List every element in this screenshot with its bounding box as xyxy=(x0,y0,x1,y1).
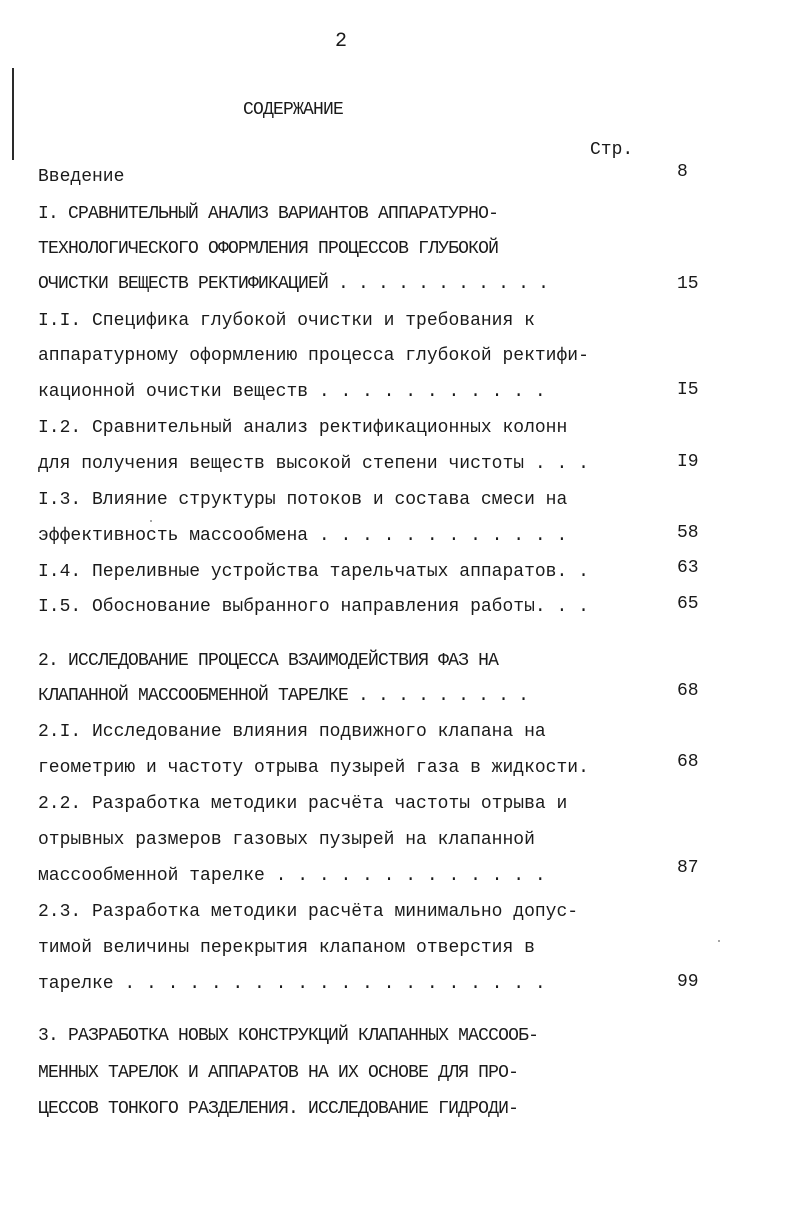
toc-entry-2-2-line-1: 2.2. Разработка методики расчёта частоты отрыва и xyxy=(38,794,568,814)
toc-entry-1-3-line-1: I.3. Влияние структуры потоков и состава смеси на xyxy=(38,490,568,510)
toc-section-1-line-3: ОЧИСТКИ ВЕЩЕСТВ РЕКТИФИКАЦИЕЙ . . . . . . . . . . . xyxy=(38,274,549,294)
toc-section-3-line-2: МЕННЫХ ТАРЕЛОК И АППАРАТОВ НА ИХ ОСНОВЕ ДЛЯ ПРО- xyxy=(38,1063,519,1083)
toc-entry-2-1-line-1: 2.I. Исследование влияния подвижного клапана на xyxy=(38,722,546,742)
toc-entry-2-3-line-1: 2.3. Разработка методики расчёта минимально допус- xyxy=(38,902,579,922)
toc-section-2-line-2: КЛАПАННОЙ МАССООБМЕННОЙ ТАРЕЛКЕ . . . . . . . . . xyxy=(38,686,529,706)
toc-entry-2-2-line-2: отрывных размеров газовых пузырей на клапанной xyxy=(38,830,535,850)
toc-entry-1-2-line-1: I.2. Сравнительный анализ ректификационных колонн xyxy=(38,418,568,438)
toc-heading: СОДЕРЖАНИЕ xyxy=(243,100,344,120)
margin-rule xyxy=(12,68,14,160)
toc-entry-2-3-line-2: тимой величины перекрытия клапаном отверстия в xyxy=(38,938,535,958)
toc-page-2-3: 99 xyxy=(677,972,699,992)
toc-page-2-2: 87 xyxy=(677,858,699,878)
toc-page-section-1: 15 xyxy=(677,274,699,294)
toc-page-1-4: 63 xyxy=(677,558,699,578)
toc-page-2-1: 68 xyxy=(677,752,699,772)
toc-entry-2-2-line-3: массообменной тарелке . . . . . . . . . . . . . xyxy=(38,866,546,886)
toc-page-1-2: I9 xyxy=(677,452,699,472)
toc-section-3-line-1: 3. РАЗРАБОТКА НОВЫХ КОНСТРУКЦИЙ КЛАПАННЫХ МАССООБ- xyxy=(38,1026,539,1046)
scan-speck xyxy=(150,520,152,522)
toc-entry-1-1-line-3: кационной очистки веществ . . . . . . . . . . . xyxy=(38,382,546,402)
page-column-label: Стр. xyxy=(590,140,634,160)
toc-entry-1-2-line-2: для получения веществ высокой степени чистоты . . . xyxy=(38,454,589,474)
toc-section-1-line-2: ТЕХНОЛОГИЧЕСКОГО ОФОРМЛЕНИЯ ПРОЦЕССОВ ГЛУБОКОЙ xyxy=(38,239,499,259)
toc-section-2-line-1: 2. ИССЛЕДОВАНИЕ ПРОЦЕССА ВЗАИМОДЕЙСТВИЯ ФАЗ НА xyxy=(38,651,499,671)
toc-section-1-line-1: I. СРАВНИТЕЛЬНЫЙ АНАЛИЗ ВАРИАНТОВ АППАРАТУРНО- xyxy=(38,204,499,224)
toc-entry-2-3-line-3: тарелке . . . . . . . . . . . . . . . . . . . . xyxy=(38,974,546,994)
toc-page-1-1: I5 xyxy=(677,380,699,400)
toc-entry-1-1-line-2: аппаратурному оформлению процесса глубокой ректифи- xyxy=(38,346,589,366)
toc-entry-intro: Введение xyxy=(38,167,125,187)
toc-page-1-3: 58 xyxy=(677,523,699,543)
toc-page-intro: 8 xyxy=(677,162,688,182)
page-number: 2 xyxy=(335,30,348,53)
toc-page-section-2: 68 xyxy=(677,681,699,701)
toc-entry-1-5: I.5. Обоснование выбранного направления работы. . . xyxy=(38,597,589,617)
toc-entry-1-4: I.4. Переливные устройства тарельчатых аппаратов. . xyxy=(38,562,589,582)
toc-entry-1-3-line-2: эффективность массообмена . . . . . . . . . . . . xyxy=(38,526,568,546)
toc-entry-2-1-line-2: геометрию и частоту отрыва пузырей газа в жидкости. xyxy=(38,758,589,778)
toc-section-3-line-3: ЦЕССОВ ТОНКОГО РАЗДЕЛЕНИЯ. ИССЛЕДОВАНИЕ ГИДРОДИ- xyxy=(38,1099,519,1119)
toc-page-1-5: 65 xyxy=(677,594,699,614)
toc-entry-1-1-line-1: I.I. Специфика глубокой очистки и требования к xyxy=(38,311,535,331)
scan-speck xyxy=(718,940,720,942)
